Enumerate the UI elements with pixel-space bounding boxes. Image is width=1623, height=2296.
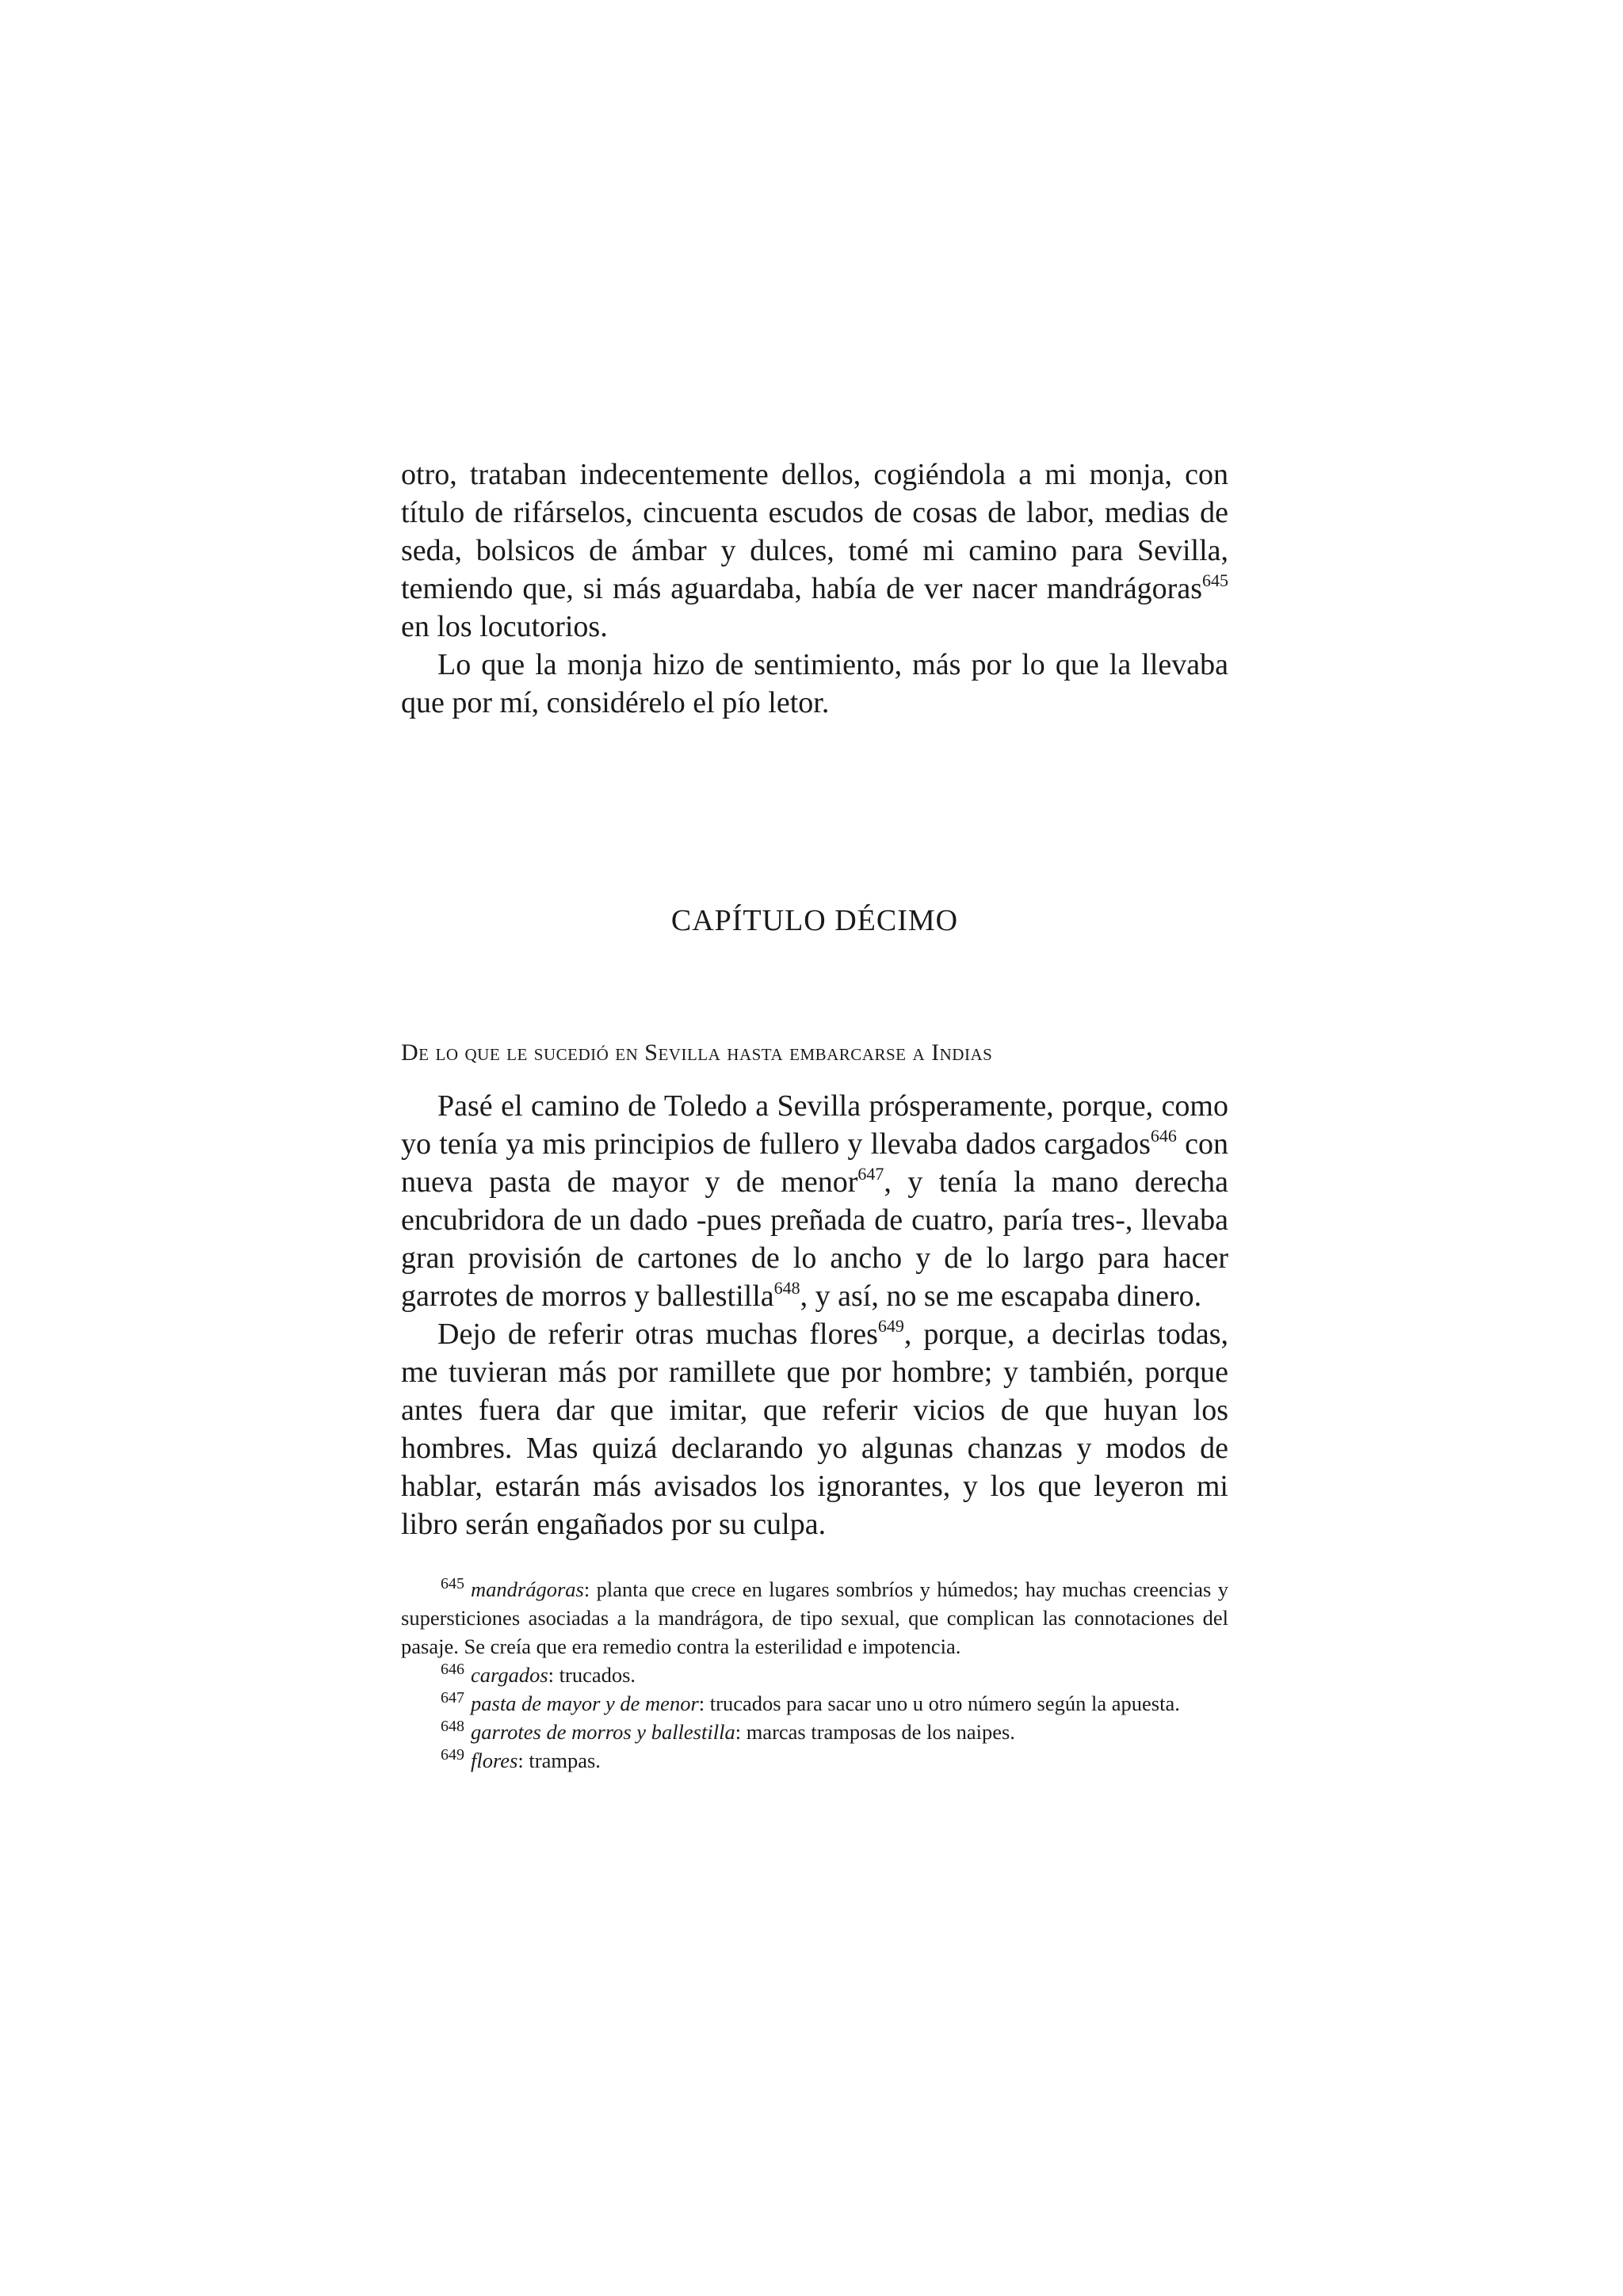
- footnote-ref: 646: [1150, 1126, 1177, 1146]
- footnote-term: flores: [471, 1749, 518, 1772]
- paragraph-text: con nueva pasta de mayor y de menor: [401, 1127, 1228, 1199]
- footnote: [401, 1746, 1228, 1775]
- chapter-text: [401, 1087, 1228, 1543]
- footnote: [401, 1689, 1228, 1718]
- footnote-text: : marcas tramposas de los naipes.: [735, 1720, 1015, 1744]
- footnote-text: : trampas.: [517, 1749, 601, 1772]
- footnote: [401, 1575, 1228, 1661]
- footnote-term: garrotes de morros y ballestilla: [471, 1720, 735, 1744]
- chapter-subtitle: De lo que le sucedió en Sevilla hasta embarcarse a Indias: [401, 1039, 993, 1066]
- footnote: [401, 1661, 1228, 1689]
- footnote-number: 647: [441, 1689, 464, 1707]
- paragraph-text: otro, trataban indecentemente dellos, cogiéndola a mi monja, con título de rifárselos, cincuenta escudos de cosas de labor, medias de seda, bolsicos de ámbar y dulces, tomé mi camino para Sevilla, temiendo que, si más aguardaba, había de ver nacer mandrágoras: [401, 458, 1228, 605]
- footnote-text: : trucados para sacar uno u otro número según la apuesta.: [698, 1691, 1180, 1715]
- paragraph: [401, 646, 1228, 722]
- paragraph-text: , y tenía la mano derecha encubridora de un dado -pues preñada de cuatro, paría tres-, llevaba gran provisión de cartones de lo ancho y de lo largo para hacer garrotes de morros y ballestilla: [401, 1165, 1228, 1313]
- footnote-term: mandrágoras: [471, 1577, 584, 1601]
- footnote-text: : planta que crece en lugares sombríos y húmedos; hay muchas creencias y supersticiones asociadas a la mandrágora, de tipo sexual, que complican las connotaciones del pasaje. Se creía que era remedio contra la esterilidad e impotencia.: [401, 1577, 1228, 1658]
- paragraph: [401, 1315, 1228, 1543]
- top-text: [401, 456, 1228, 722]
- paragraph: [401, 456, 1228, 646]
- footnote-ref: 648: [773, 1278, 800, 1298]
- chapter-title: CAPÍTULO DÉCIMO: [670, 904, 959, 937]
- footnote-number: 645: [441, 1575, 464, 1592]
- footnote-number: 646: [441, 1661, 464, 1678]
- paragraph-text: , y así, no se me escapaba dinero.: [800, 1280, 1202, 1313]
- paragraph: [401, 1087, 1228, 1315]
- footnotes: [401, 1575, 1228, 1775]
- footnote: [401, 1718, 1228, 1746]
- footnote-number: 649: [441, 1746, 464, 1764]
- footnote-term: cargados: [471, 1663, 548, 1687]
- footnote-text: : trucados.: [548, 1663, 636, 1687]
- footnote-number: 648: [441, 1718, 464, 1735]
- footnote-ref: 645: [1202, 570, 1228, 590]
- paragraph-text: Dejo de referir otras muchas flores: [437, 1318, 878, 1351]
- paragraph-text: Pasé el camino de Toledo a Sevilla prósperamente, porque, como yo tenía ya mis principios de fullero y llevaba dados cargados: [401, 1089, 1228, 1161]
- footnote-ref: 647: [857, 1164, 884, 1184]
- footnote-ref: 649: [877, 1316, 904, 1336]
- paragraph-text: , porque, a decirlas todas, me tuvieran más por ramillete que por hombre; y también, porque antes fuera dar que imitar, que referir vicios de que huyan los hombres. Mas quizá declarando yo algunas chanzas y modos de hablar, estarán más avisados los ignorantes, y los que leyeron mi libro serán engañados por su culpa.: [401, 1318, 1228, 1541]
- footnote-term: pasta de mayor y de menor: [471, 1691, 699, 1715]
- paragraph-text: en los locutorios.: [401, 610, 608, 643]
- paragraph-text: Lo que la monja hizo de sentimiento, más por lo que la llevaba que por mí, considérelo el pío letor.: [401, 648, 1228, 719]
